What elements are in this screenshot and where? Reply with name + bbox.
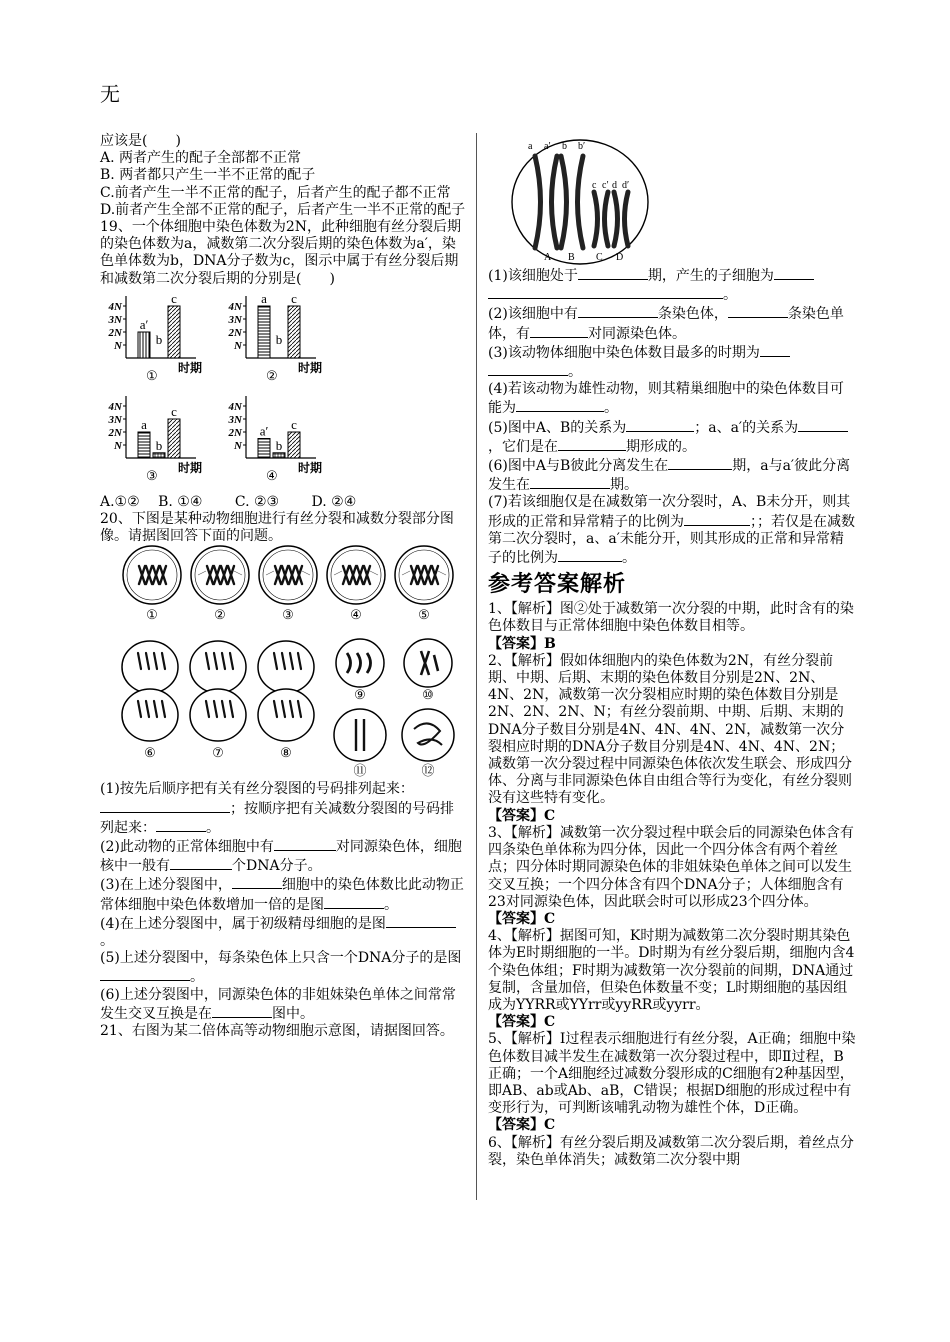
bar-label: b — [275, 437, 283, 453]
y-tick-label: N — [234, 339, 242, 352]
q18-tail: 应该是( ) — [100, 133, 181, 149]
figure-label: ⑪ — [353, 763, 367, 779]
answer-item-4 — [488, 928, 856, 1014]
answer-head: 2、【解析】 — [488, 652, 560, 669]
daughter-cell-bottom — [190, 689, 246, 741]
answer-blank[interactable] — [530, 324, 588, 338]
bar-c — [288, 306, 300, 358]
y-tick-label: 2N — [228, 326, 242, 339]
q20-item-5: (5)上述分裂图中，每条染色体上只含一个DNA分子的是图。 — [100, 950, 462, 986]
q21-item-1b: 期，产生的子细胞为 — [647, 268, 774, 284]
label-bottom-3: D — [616, 252, 624, 263]
cell-figure-8 — [258, 641, 314, 760]
answer-result: 【答案】C — [488, 910, 556, 927]
answer-blank[interactable] — [728, 304, 788, 318]
q21-item-3: (3)该动物体细胞中染色体数目最多的时期为。 — [488, 343, 856, 381]
y-tick-label: 3N — [108, 313, 122, 326]
label-0: a — [528, 141, 533, 152]
answer-blank[interactable] — [760, 343, 790, 357]
daughter-cell-top — [122, 641, 178, 693]
daughter-cell-top — [190, 641, 246, 693]
label-bottom-1: B — [568, 252, 575, 263]
q20-item-1b: ；按顺序把有关减数分裂图的号码排列起来： — [100, 800, 454, 836]
q20-item-3b: 细胞中的染色体数比此动物正常体细胞中染色体数增加一倍的是图 — [100, 877, 464, 913]
q21-item-6b: 期，a与a′彼此分离发生在 — [488, 458, 851, 494]
cell-outline — [404, 639, 452, 687]
answer-blank[interactable] — [684, 512, 750, 526]
answer-head: 1、【解析】 — [488, 601, 560, 618]
answer-section-title: 参考答案解析 — [488, 572, 627, 598]
cell-figure-11 — [334, 709, 386, 778]
cell-figure-9 — [336, 639, 384, 702]
figure-label: ⑥ — [144, 745, 156, 761]
bar-a — [138, 432, 150, 458]
label-3: b′ — [578, 141, 586, 152]
panel-number: ③ — [146, 467, 158, 483]
figure-label: ③ — [282, 607, 294, 623]
q20-item-2 — [100, 837, 466, 875]
q21-item-2c: 条染色单体，有 — [488, 306, 844, 342]
q21-item-2b: 条染色体， — [657, 306, 728, 323]
answer-blank[interactable] — [558, 548, 622, 562]
answer-blank[interactable] — [530, 475, 610, 489]
q21-item-7a: (7)若该细胞仅是在减数第一次分裂时，A、B未分开，则其形成的正常和异常精子的比例为 — [488, 494, 851, 530]
figure-label: ⑩ — [422, 687, 434, 703]
bar-ap — [258, 438, 270, 458]
q21-item-5a: (5)图中A、B的关系为 — [488, 419, 627, 436]
q19-charts — [100, 288, 466, 494]
bar-label: b — [155, 331, 163, 347]
y-tick-label: 2N — [108, 426, 122, 439]
panel-number: ④ — [266, 467, 278, 483]
answer-blank[interactable] — [488, 285, 723, 299]
bar-b — [153, 453, 165, 458]
cell-figure-10 — [404, 639, 452, 702]
cell-figure-2 — [191, 546, 249, 622]
answer-item-1 — [488, 601, 856, 635]
q21-item-5d: 期形成的。 — [626, 438, 696, 455]
answer-blank[interactable] — [798, 418, 818, 432]
figure-label: ⑨ — [354, 687, 366, 703]
q21-item-1: (1)该细胞处于 期，产生的子细胞为。 — [488, 266, 856, 304]
q20-item-6a: (6)上述分裂图中，同源染色体的非姐妹染色单体之间常常发生交叉互换是在 — [100, 986, 456, 1022]
answer-head: 4、【解析】 — [488, 928, 560, 945]
bar-c — [168, 419, 180, 458]
chart-panel-4 — [228, 396, 322, 483]
panel-number: ① — [146, 367, 158, 383]
bar-a — [258, 306, 270, 358]
cell-outline — [334, 709, 386, 761]
bar-ap — [138, 332, 150, 358]
q21-item-6c: 期。 — [610, 477, 638, 494]
q21-item-6 — [488, 456, 856, 494]
x-axis-title: 时期 — [178, 360, 203, 375]
label-bottom-0: A — [544, 252, 552, 263]
answer-blank[interactable] — [558, 437, 626, 451]
answer-head: 3、【解析】 — [488, 824, 560, 841]
chart-panel-3 — [108, 396, 202, 483]
q21-item-7: (7)若该细胞仅是在减数第一次分裂时，A、B未分开，则其形成的正常和异常精子的比例为 ；；若仅是在减数第二次分裂时，a、a′未能分开，则其形成的正常和异常精子的比例为 。 — [488, 494, 855, 567]
q18-option-b: B. 两者都只产生一半不正常的配子 — [100, 167, 316, 184]
q21-item-5b: ；a、a′的关系为 — [694, 419, 799, 436]
bar-label: a′ — [259, 423, 269, 439]
y-tick-label: 2N — [228, 426, 242, 439]
q21-item-5c: ，它们是在 — [488, 438, 558, 455]
answer-blank[interactable] — [818, 418, 848, 432]
answer-result: 【答案】C — [488, 1014, 556, 1031]
y-tick-label: 3N — [228, 413, 242, 426]
answer-head: 5、【解析】 — [488, 1031, 560, 1048]
bar-c — [168, 306, 180, 358]
x-axis-title: 时期 — [298, 360, 323, 375]
answer-item-6 — [488, 1135, 856, 1169]
q20-item-2b: 对同源染色体，细胞核中一般有 — [100, 839, 462, 875]
bar-label: b — [155, 437, 163, 453]
q20-stem: 20、下图是某种动物细胞进行有丝分裂和减数分裂部分图像。请据图回答下面的问题。 — [100, 511, 454, 545]
column-divider — [476, 133, 477, 1200]
q20-item-2c: 个DNA分子。 — [232, 858, 322, 875]
figure-label: ④ — [350, 607, 362, 623]
y-tick-label: 4N — [108, 400, 122, 413]
label-1: a′ — [544, 141, 551, 152]
y-tick-label: 4N — [228, 400, 242, 413]
chart-panel-2 — [228, 291, 322, 383]
q21-cell-figure — [510, 136, 650, 266]
answer-result: 【答案】C — [488, 807, 556, 824]
answer-blank[interactable] — [212, 1004, 272, 1018]
y-tick-label: N — [234, 439, 242, 452]
label-mid-3: d′ — [622, 180, 630, 191]
answer-blank[interactable] — [668, 456, 732, 470]
header-mark: 无 — [100, 82, 120, 106]
q20-item-6 — [100, 987, 466, 1023]
label-2: b — [562, 141, 567, 152]
y-tick-label: 2N — [108, 326, 122, 339]
cell-figure-3 — [259, 546, 317, 622]
cell-outline — [191, 546, 249, 604]
cell-figure-6 — [122, 641, 178, 760]
daughter-cell-bottom — [122, 689, 178, 741]
answer-blank[interactable] — [488, 362, 568, 376]
answer-text: 图②处于减数第一次分裂的中期，此时含有的染色体数目与正常体细胞中染色体数目相等。 — [488, 601, 854, 635]
q20-item-4a: (4)在上述分裂图中，属于初级精母细胞的是图 — [100, 915, 386, 932]
answer-item-5 — [488, 1031, 856, 1117]
q19-options: A.①② B. ①④ C. ②③ D. ②④ — [100, 493, 357, 510]
answer-blank[interactable] — [774, 266, 814, 280]
q21-item-5 — [488, 418, 856, 456]
x-axis-title: 时期 — [298, 460, 323, 475]
panel-number: ② — [266, 367, 278, 383]
q21-item-2 — [488, 304, 856, 342]
cell-outline — [123, 546, 181, 604]
bar-label: a — [261, 290, 267, 306]
right-column — [488, 136, 856, 1169]
q20-item-1: (1)按先后顺序把有关有丝分裂图的号码排列起来：；按顺序把有关减数分裂图的号码排列起来： 。 — [100, 781, 454, 836]
bar-label: a′ — [139, 316, 149, 332]
q18-option-c: C.前者产生一半不正常的配子，后者产生的配子都不正常 — [100, 184, 451, 201]
label-mid-0: c — [592, 180, 597, 191]
answer-text: 据图可知，K时期为减数第二次分裂时期其染色体为E时期细胞的一半。D时期为有丝分裂后期，细胞内含4个染色体组；F时期为减数第一次分裂前的间期，DNA通过复制，含量加倍，但染色体数量不变；L时期细胞的基因组成为YYRR或YYrr或yyRR或yyrr。 — [488, 928, 855, 1013]
cell-figure-12 — [402, 709, 454, 778]
bar-label: c — [171, 290, 177, 306]
cell-outline — [402, 709, 454, 761]
answer-text: 有丝分裂后期及减数第二次分裂后期，着丝点分裂，染色单体消失；减数第二次分裂中期 — [488, 1134, 854, 1168]
answer-blank[interactable] — [274, 837, 336, 851]
cell-outline — [327, 546, 385, 604]
q20-item-2a: (2)此动物的正常体细胞中有 — [100, 839, 274, 856]
answer-blank[interactable] — [100, 967, 190, 981]
answer-blank[interactable] — [578, 266, 648, 280]
figure-label: ⑧ — [280, 745, 292, 761]
q20-item-4: (4)在上述分裂图中，属于初级精母细胞的是图。 — [100, 914, 466, 950]
answer-blank[interactable] — [170, 856, 232, 870]
bar-b — [273, 453, 285, 458]
bar-label: a — [141, 416, 147, 432]
answers-list — [488, 601, 856, 1169]
left-column — [100, 133, 466, 1040]
q21-item-6a: (6)图中A与B彼此分离发生在 — [488, 458, 669, 475]
q20-item-6b: 图中。 — [272, 1005, 314, 1022]
q21-item-7b: ；若仅是在减数第二次分裂时，a、a′未能分开，则其形成的正常和异常精子的比例为 — [488, 513, 855, 567]
answer-head: 6、【解析】 — [488, 1134, 560, 1151]
answer-blank[interactable] — [516, 398, 604, 412]
answer-blank[interactable] — [324, 895, 384, 909]
q20-item-3: (3)在上述分裂图中， 细胞中的染色体数比此动物正常体细胞中染色体数增加一倍的是图 。 — [100, 877, 464, 913]
label-mid-2: d — [612, 180, 617, 191]
q21-stem: 21、右图为某二倍体高等动物细胞示意图，请据图回答。 — [100, 1023, 454, 1040]
figure-label: ⑦ — [212, 745, 224, 761]
bar-label: c — [291, 416, 297, 432]
y-tick-label: 3N — [228, 313, 242, 326]
label-mid-1: c′ — [602, 180, 609, 191]
answer-result: 【答案】B — [488, 635, 556, 652]
q21-item-4: (4)若该动物为雄性动物，则其精巢细胞中的染色体数目可能为 。 — [488, 381, 844, 417]
answer-result: 【答案】C — [488, 1117, 556, 1134]
y-tick-label: 4N — [108, 300, 122, 313]
q21-item-2a: (2)该细胞中有 — [488, 306, 578, 323]
answer-text: 减数第一次分裂过程中联会后的同源染色体含有四条染色单体称为四分体，因此一个四分体含有两个着丝点；四分体时期同源染色体的非姐妹染色单体之间可以发生交叉互换；一个四分体含有四个DNA分子；人体细胞含有23对同源染色体，因此联会时可以形成23个四分体。 — [488, 824, 854, 910]
daughter-cell-top — [258, 641, 314, 693]
cell-figure-1 — [123, 546, 181, 622]
cell-outline — [395, 546, 453, 604]
cell-outline — [259, 546, 317, 604]
figure-label: ② — [214, 607, 226, 623]
figure-label: ① — [146, 607, 158, 623]
answer-blank[interactable] — [232, 875, 282, 889]
bar-label: c — [291, 290, 297, 306]
answer-blank[interactable] — [100, 799, 230, 813]
cell-figure-5 — [395, 546, 453, 622]
answer-item-2 — [488, 653, 856, 808]
q18-option-d: D.前者产生全部不正常的配子，后者产生一半不正常的配子 — [100, 201, 466, 218]
y-tick-label: 4N — [228, 300, 242, 313]
q18-option-a: A. 两者产生的配子全部都不正常 — [100, 150, 302, 167]
bar-label: b — [275, 331, 283, 347]
cell-figure-4 — [327, 546, 385, 622]
q19-stem: 19、一个体细胞中染色体数为2N，此种细胞有丝分裂后期的染色体数为a，减数第二次分裂后期的染色体数为a′，染色单体数为b，DNA分子数为c，图示中属于有丝分裂后期和减数第二次分裂后期的分别是( ) — [100, 219, 461, 287]
figure-label: ⑫ — [421, 763, 435, 779]
q21-item-2d: 对同源染色体。 — [588, 325, 686, 342]
q21-item-1a: (1)该细胞处于 — [488, 268, 578, 284]
y-tick-label: N — [114, 339, 122, 352]
answer-blank[interactable] — [386, 914, 456, 928]
bar-label: c — [171, 403, 177, 419]
answer-blank[interactable] — [578, 304, 658, 318]
q21-item-3a: (3)该动物体细胞中染色体数目最多的时期为 — [488, 344, 760, 361]
answer-text: Ⅰ过程表示细胞进行有丝分裂，A正确；细胞中染色体数目减半发生在减数第一次分裂过程中，即Ⅱ过程，B正确；一个A细胞经过减数分裂形成的C细胞有2种基因型，即AB、ab或Ab、aB，C错误；根据D细胞的形成过程中有变形行为，可判断该哺乳动物为雄性个体，D正确。 — [488, 1031, 856, 1117]
q21-item-4a: (4)若该动物为雄性动物，则其精巢细胞中的染色体数目可能为 — [488, 381, 844, 417]
bar-c — [288, 432, 300, 458]
answer-text: 假如体细胞内的染色体数为2N，有丝分裂前期、中期、后期、末期的染色体数目分别是2N、2N、4N、2N，减数第一次分裂相应时期的染色体数目分别是2N、2N、2N、N；有丝分裂前期、中期、后期、末期的DNA分子数目分别是4N、4N、4N、2N，减数第一次分裂相应时期的DNA分子数目分别是4N、4N、4N、2N；减数第一次分裂过程中同源染色体依次发生联会、形成四分体、分离与非同源染色体自由组合等行为变化，有丝分裂则没有这些特有变化。 — [488, 652, 852, 807]
q20-item-3a: (3)在上述分裂图中， — [100, 877, 232, 894]
daughter-cell-bottom — [258, 689, 314, 741]
chart-panel-1 — [108, 291, 202, 383]
q20-item-1a: (1)按先后顺序把有关有丝分裂图的号码排列起来： — [100, 781, 414, 798]
label-bottom-2: C — [596, 252, 603, 263]
answer-item-3 — [488, 825, 856, 911]
q20-cell-figures — [100, 545, 466, 781]
y-tick-label: N — [114, 439, 122, 452]
figure-label: ⑤ — [418, 607, 430, 623]
x-axis-title: 时期 — [178, 460, 203, 475]
answer-blank[interactable] — [626, 418, 694, 432]
y-tick-label: 3N — [108, 413, 122, 426]
cell-figure-7 — [190, 641, 246, 760]
q20-item-5a: (5)上述分裂图中，每条染色体上只含一个DNA分子的是图 — [100, 950, 462, 967]
answer-blank[interactable] — [156, 818, 206, 832]
